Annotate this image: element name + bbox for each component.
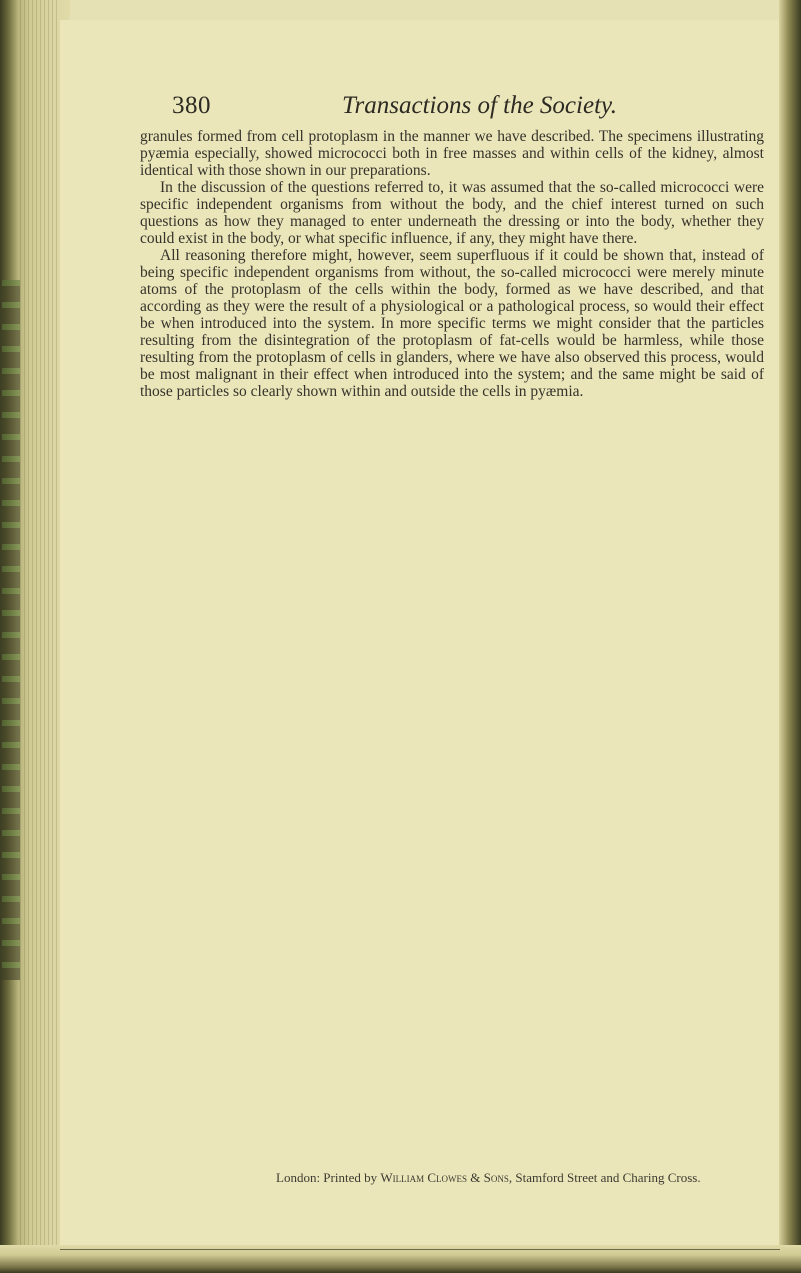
imprint-suffix: , Stamford Street and Charing Cross. [508,1170,701,1185]
body-text [140,128,764,400]
page-edge-right [779,0,801,1273]
paragraph-3: All reasoning therefore might, however, seem superfluous if it could be shown that, instead of being specific independent organisms from without, the so-called micrococci were merely minute atoms of the protoplasm of the cells within the body, formed as we have described, and that according as they were the result of a physiological or a pathological process, so would their effect be when introduced into the system. In more specific terms we might consider that the particles resulting from the disintegration of the protoplasm of fat-cells would be harmless, while those resulting from the protoplasm of cells in glanders, where we have also observed this process, would be most malignant in their effect when introduced into the system; and the same might be said of those particles so clearly shown within and outside the cells in pyæmia. [140,247,764,400]
page-number: 380 [172,92,211,119]
paragraph-1: granules formed from cell protoplasm in the manner we have described. The specimens illustrating pyæmia especially, showed micrococci both in free masses and within cells of the kidney, almost identical with those shown in our preparations. [140,128,764,179]
page-bottom-rule [60,1249,780,1250]
imprint-prefix: London: Printed by [276,1170,381,1185]
paragraph-2: In the discussion of the questions referred to, it was assumed that the so-called micrococci were specific independent organisms from without the body, and the chief interest turned on such questions as how they managed to enter underneath the dressing or into the body, whether they could exist in the body, or what specific influence, if any, they might have there. [140,179,764,247]
binding-stripes [2,280,20,980]
running-header [172,92,732,122]
printer-imprint [276,1170,756,1186]
imprint-printer: William Clowes & Sons [380,1170,509,1185]
running-title: Transactions of the Society. [342,92,617,119]
